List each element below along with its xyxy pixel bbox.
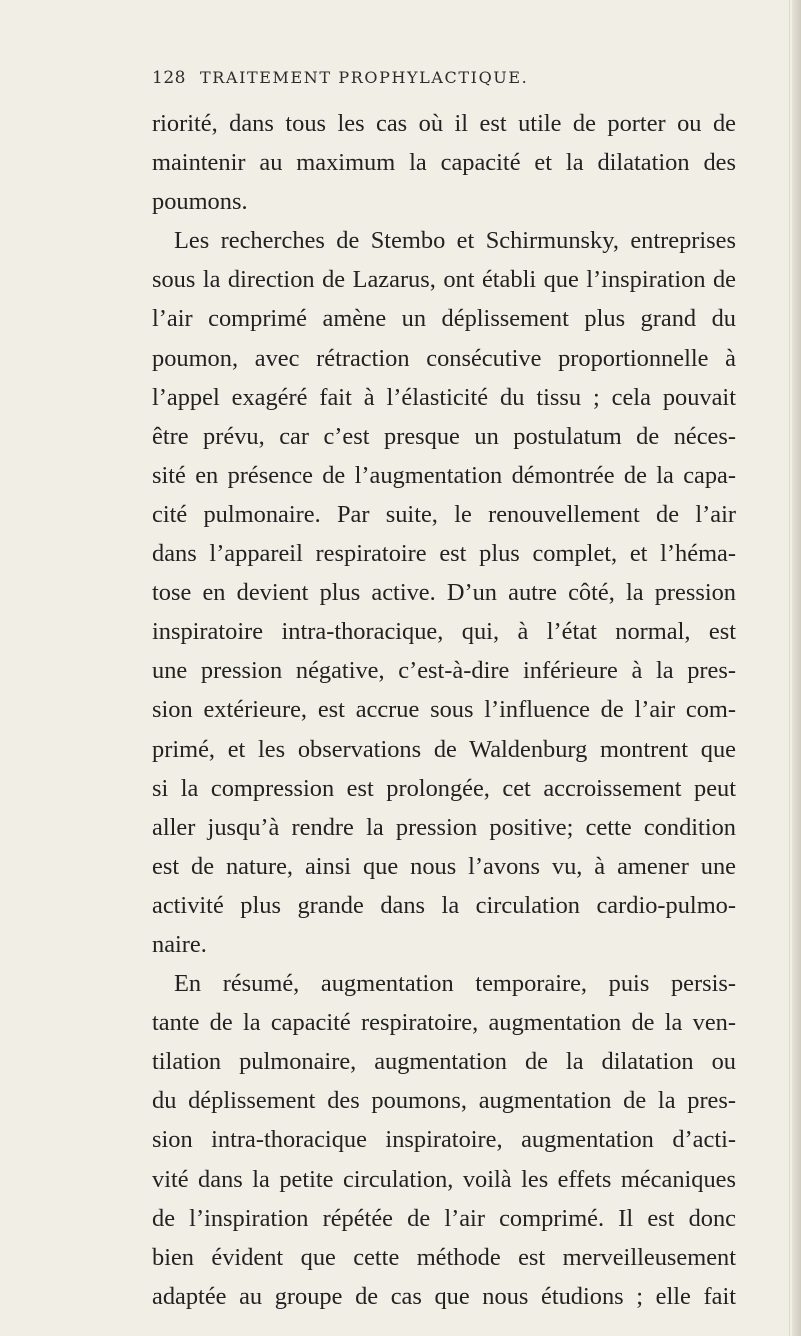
text-line: naire.	[152, 930, 207, 958]
text-line: aller jusqu’à rendre la pression positive; cette condition	[152, 813, 736, 841]
text-line: l’air comprimé amène un déplissement plus grand du	[152, 305, 736, 333]
text-line: tilation pulmonaire, augmentation de la dilatation ou	[152, 1048, 736, 1076]
text-line: En résumé, augmentation temporaire, puis persis-	[174, 970, 736, 998]
text-line: cité pulmonaire. Par suite, le renouvellement de l’air	[152, 500, 736, 528]
text-line: être prévu, car c’est presque un postulatum de néces-	[152, 422, 736, 450]
text-line: activité plus grande dans la circulation cardio-pulmo-	[152, 891, 736, 919]
text-line: sous la direction de Lazarus, ont établi que l’inspiration de	[152, 266, 736, 294]
text-line: tante de la capacité respiratoire, augmentation de la ven-	[152, 1009, 736, 1037]
text-line: sion intra-thoracique inspiratoire, augmentation d’acti-	[152, 1126, 736, 1154]
text-line: dans l’appareil respiratoire est plus complet, et l’héma-	[152, 540, 736, 568]
text-line: une pression négative, c’est-à-dire inférieure à la pres-	[152, 657, 736, 685]
text-line: primé, et les observations de Waldenburg montrent que	[152, 735, 736, 763]
body-text	[152, 104, 736, 1316]
text-line: si la compression est prolongée, cet accroissement peut	[152, 774, 736, 802]
page-edge-shadow-line	[789, 0, 790, 1336]
text-line: l’appel exagéré fait à l’élasticité du tissu ; cela pouvait	[152, 383, 736, 411]
text-line: adaptée au groupe de cas que nous étudions ; elle fait	[152, 1282, 736, 1310]
text-line: bien évident que cette méthode est merveilleusement	[152, 1243, 736, 1271]
text-line: poumons.	[152, 188, 248, 216]
text-line: est de nature, ainsi que nous l’avons vu, à amener une	[152, 852, 736, 880]
text-line: poumon, avec rétraction consécutive proportionnelle à	[152, 344, 736, 372]
text-line: maintenir au maximum la capacité et la dilatation des	[152, 149, 736, 177]
text-line: du déplissement des poumons, augmentation de la pres-	[152, 1087, 736, 1115]
text-line: riorité, dans tous les cas où il est utile de porter ou de	[152, 110, 736, 137]
page-header	[152, 68, 712, 96]
running-head: TRAITEMENT PROPHYLACTIQUE.	[200, 68, 529, 87]
page-edge	[792, 0, 801, 1336]
text-line: vité dans la petite circulation, voilà les effets mécaniques	[152, 1165, 736, 1193]
text-line: de l’inspiration répétée de l’air comprimé. Il est donc	[152, 1204, 736, 1232]
text-line: Les recherches de Stembo et Schirmunsky, entreprises	[174, 227, 736, 255]
page-number: 128	[152, 68, 186, 88]
text-line: tose en devient plus active. D’un autre côté, la pression	[152, 579, 736, 607]
text-line: sité en présence de l’augmentation démontrée de la capa-	[152, 461, 736, 489]
text-line: sion extérieure, est accrue sous l’influence de l’air com-	[152, 696, 736, 724]
text-line: inspiratoire intra-thoracique, qui, à l’état normal, est	[152, 618, 736, 646]
